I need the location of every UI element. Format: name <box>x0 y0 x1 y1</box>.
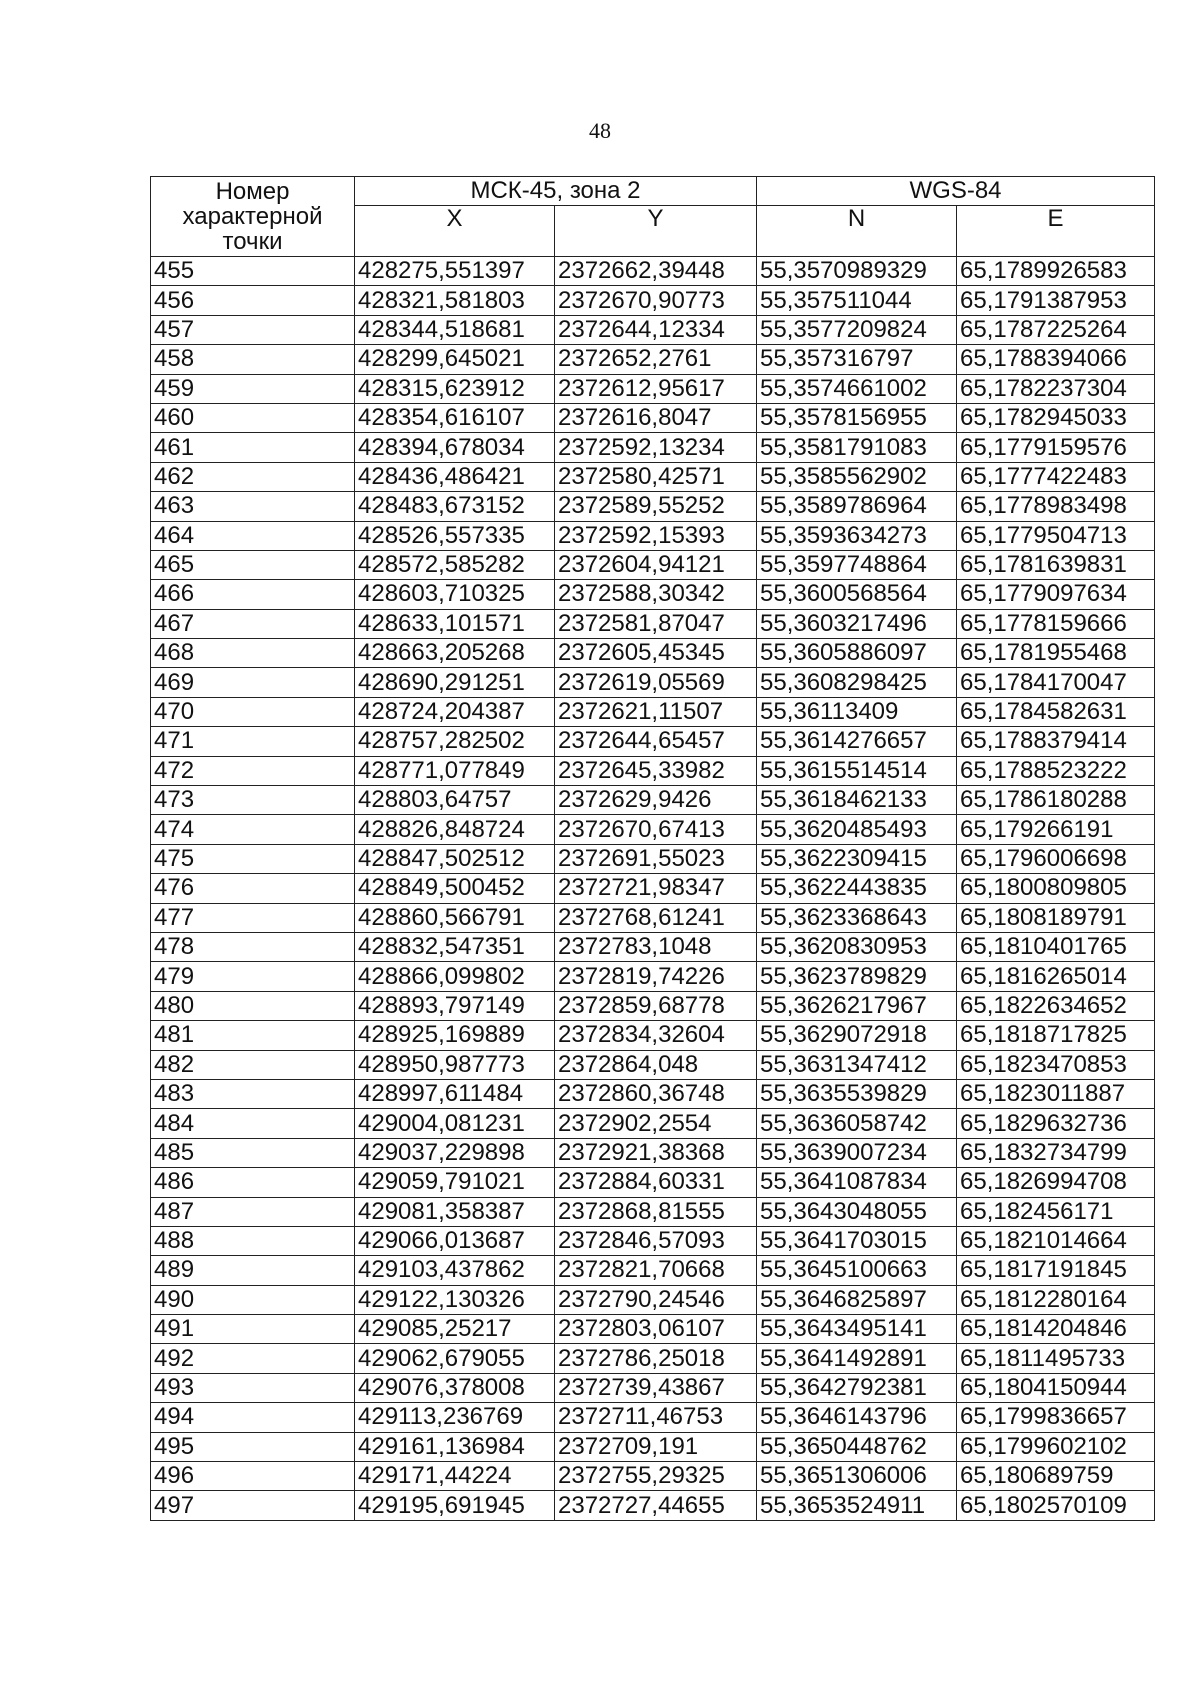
x-cell: 428663,205268 <box>355 639 555 668</box>
y-cell: 2372860,36748 <box>555 1079 757 1108</box>
n-cell: 55,3581791083 <box>757 433 957 462</box>
e-cell: 65,1821014664 <box>957 1226 1155 1255</box>
table-row <box>151 932 1155 961</box>
x-cell: 428603,710325 <box>355 580 555 609</box>
e-cell: 65,182456171 <box>957 1197 1155 1226</box>
y-cell: 2372691,55023 <box>555 844 757 873</box>
y-cell: 2372902,2554 <box>555 1109 757 1138</box>
table-row <box>151 962 1155 991</box>
table-row <box>151 874 1155 903</box>
y-cell: 2372592,15393 <box>555 521 757 550</box>
table-row <box>151 580 1155 609</box>
n-cell: 55,3641492891 <box>757 1344 957 1373</box>
table-row <box>151 1109 1155 1138</box>
x-cell: 428299,645021 <box>355 345 555 374</box>
table-header <box>151 177 1155 257</box>
n-cell: 55,3622309415 <box>757 844 957 873</box>
e-cell: 65,1779159576 <box>957 433 1155 462</box>
n-cell: 55,3623789829 <box>757 962 957 991</box>
e-cell: 65,1796006698 <box>957 844 1155 873</box>
y-cell: 2372588,30342 <box>555 580 757 609</box>
y-cell: 2372612,95617 <box>555 374 757 403</box>
x-cell: 429062,679055 <box>355 1344 555 1373</box>
x-cell: 428572,585282 <box>355 550 555 579</box>
table-row <box>151 1373 1155 1402</box>
e-cell: 65,1823011887 <box>957 1079 1155 1108</box>
x-cell: 428826,848724 <box>355 815 555 844</box>
point-number-cell: 479 <box>151 962 355 991</box>
n-cell: 55,3589786964 <box>757 492 957 521</box>
e-cell: 65,1814204846 <box>957 1315 1155 1344</box>
point-number-cell: 464 <box>151 521 355 550</box>
n-cell: 55,3620830953 <box>757 932 957 961</box>
n-cell: 55,3623368643 <box>757 903 957 932</box>
e-cell: 65,1782237304 <box>957 374 1155 403</box>
n-cell: 55,3646143796 <box>757 1403 957 1432</box>
table-row <box>151 403 1155 432</box>
y-cell: 2372619,05569 <box>555 668 757 697</box>
point-number-cell: 476 <box>151 874 355 903</box>
table-row <box>151 1226 1155 1255</box>
y-cell: 2372616,8047 <box>555 403 757 432</box>
point-number-cell: 497 <box>151 1491 355 1520</box>
point-number-cell: 465 <box>151 550 355 579</box>
e-cell: 65,180689759 <box>957 1462 1155 1491</box>
table-row <box>151 1344 1155 1373</box>
e-cell: 65,1788523222 <box>957 756 1155 785</box>
e-cell: 65,1800809805 <box>957 874 1155 903</box>
x-cell: 428526,557335 <box>355 521 555 550</box>
e-cell: 65,1789926583 <box>957 257 1155 286</box>
table-row <box>151 374 1155 403</box>
x-cell: 429171,44224 <box>355 1462 555 1491</box>
e-cell: 65,1787225264 <box>957 315 1155 344</box>
x-cell: 428321,581803 <box>355 286 555 315</box>
point-number-cell: 466 <box>151 580 355 609</box>
y-cell: 2372786,25018 <box>555 1344 757 1373</box>
x-cell: 429122,130326 <box>355 1285 555 1314</box>
e-cell: 65,1791387953 <box>957 286 1155 315</box>
n-cell: 55,3620485493 <box>757 815 957 844</box>
point-number-cell: 469 <box>151 668 355 697</box>
table-row <box>151 257 1155 286</box>
n-cell: 55,3643048055 <box>757 1197 957 1226</box>
x-cell: 428315,623912 <box>355 374 555 403</box>
y-cell: 2372711,46753 <box>555 1403 757 1432</box>
e-cell: 65,1778159666 <box>957 609 1155 638</box>
x-cell: 429085,25217 <box>355 1315 555 1344</box>
e-cell: 65,1799836657 <box>957 1403 1155 1432</box>
table-row <box>151 786 1155 815</box>
point-number-cell: 462 <box>151 462 355 491</box>
y-cell: 2372621,11507 <box>555 697 757 726</box>
e-cell: 65,1782945033 <box>957 403 1155 432</box>
n-cell: 55,3650448762 <box>757 1432 957 1461</box>
e-cell: 65,1777422483 <box>957 462 1155 491</box>
n-cell: 55,3608298425 <box>757 668 957 697</box>
point-number-cell: 486 <box>151 1168 355 1197</box>
point-number-cell: 484 <box>151 1109 355 1138</box>
table-row <box>151 1491 1155 1520</box>
point-number-cell: 495 <box>151 1432 355 1461</box>
table-row <box>151 668 1155 697</box>
point-number-cell: 455 <box>151 257 355 286</box>
n-cell: 55,3600568564 <box>757 580 957 609</box>
n-cell: 55,357316797 <box>757 345 957 374</box>
x-cell: 429103,437862 <box>355 1256 555 1285</box>
e-cell: 65,179266191 <box>957 815 1155 844</box>
table-row <box>151 1138 1155 1167</box>
point-number-cell: 470 <box>151 697 355 726</box>
table-row <box>151 1315 1155 1344</box>
point-number-cell: 492 <box>151 1344 355 1373</box>
point-number-cell: 474 <box>151 815 355 844</box>
n-cell: 55,3645100663 <box>757 1256 957 1285</box>
point-number-cell: 456 <box>151 286 355 315</box>
e-cell: 65,1802570109 <box>957 1491 1155 1520</box>
n-cell: 55,3622443835 <box>757 874 957 903</box>
n-header: N <box>757 206 957 257</box>
y-cell: 2372645,33982 <box>555 756 757 785</box>
table-row <box>151 756 1155 785</box>
n-cell: 55,3574661002 <box>757 374 957 403</box>
y-cell: 2372921,38368 <box>555 1138 757 1167</box>
x-header: X <box>355 206 555 257</box>
x-cell: 428847,502512 <box>355 844 555 873</box>
e-cell: 65,1786180288 <box>957 786 1155 815</box>
e-cell: 65,1823470853 <box>957 1050 1155 1079</box>
table-row <box>151 286 1155 315</box>
point-number-cell: 481 <box>151 1021 355 1050</box>
table-row <box>151 462 1155 491</box>
e-cell: 65,1804150944 <box>957 1373 1155 1402</box>
point-number-cell: 491 <box>151 1315 355 1344</box>
n-cell: 55,3635539829 <box>757 1079 957 1108</box>
y-cell: 2372605,45345 <box>555 639 757 668</box>
n-cell: 55,3639007234 <box>757 1138 957 1167</box>
point-number-cell: 488 <box>151 1226 355 1255</box>
e-cell: 65,1810401765 <box>957 932 1155 961</box>
x-cell: 428394,678034 <box>355 433 555 462</box>
y-cell: 2372652,2761 <box>555 345 757 374</box>
n-cell: 55,3614276657 <box>757 727 957 756</box>
table-row <box>151 521 1155 550</box>
y-cell: 2372670,67413 <box>555 815 757 844</box>
n-cell: 55,3578156955 <box>757 403 957 432</box>
x-cell: 428436,486421 <box>355 462 555 491</box>
y-cell: 2372755,29325 <box>555 1462 757 1491</box>
point-number-cell: 475 <box>151 844 355 873</box>
point-number-cell: 482 <box>151 1050 355 1079</box>
x-cell: 429037,229898 <box>355 1138 555 1167</box>
e-header: E <box>957 206 1155 257</box>
x-cell: 428997,611484 <box>355 1079 555 1108</box>
table-row <box>151 1197 1155 1226</box>
x-cell: 428771,077849 <box>355 756 555 785</box>
point-number-cell: 487 <box>151 1197 355 1226</box>
x-cell: 429113,236769 <box>355 1403 555 1432</box>
point-number-header: Номер характерной точки <box>151 177 355 257</box>
y-cell: 2372644,65457 <box>555 727 757 756</box>
x-cell: 428832,547351 <box>355 932 555 961</box>
e-cell: 65,1832734799 <box>957 1138 1155 1167</box>
n-cell: 55,3593634273 <box>757 521 957 550</box>
point-number-cell: 459 <box>151 374 355 403</box>
n-cell: 55,3643495141 <box>757 1315 957 1344</box>
y-cell: 2372721,98347 <box>555 874 757 903</box>
y-cell: 2372709,191 <box>555 1432 757 1461</box>
e-cell: 65,1784170047 <box>957 668 1155 697</box>
n-cell: 55,36113409 <box>757 697 957 726</box>
e-cell: 65,1811495733 <box>957 1344 1155 1373</box>
n-cell: 55,3597748864 <box>757 550 957 579</box>
table-row <box>151 1432 1155 1461</box>
point-number-cell: 473 <box>151 786 355 815</box>
y-cell: 2372819,74226 <box>555 962 757 991</box>
x-cell: 428757,282502 <box>355 727 555 756</box>
y-cell: 2372662,39448 <box>555 257 757 286</box>
e-cell: 65,1812280164 <box>957 1285 1155 1314</box>
point-number-cell: 494 <box>151 1403 355 1432</box>
x-cell: 429076,378008 <box>355 1373 555 1402</box>
msk-header: МСК-45, зона 2 <box>355 177 757 206</box>
point-number-cell: 460 <box>151 403 355 432</box>
table-row <box>151 550 1155 579</box>
point-number-cell: 477 <box>151 903 355 932</box>
point-number-cell: 493 <box>151 1373 355 1402</box>
x-cell: 429161,136984 <box>355 1432 555 1461</box>
y-cell: 2372644,12334 <box>555 315 757 344</box>
x-cell: 429081,358387 <box>355 1197 555 1226</box>
n-cell: 55,3636058742 <box>757 1109 957 1138</box>
n-cell: 55,3618462133 <box>757 786 957 815</box>
point-number-cell: 458 <box>151 345 355 374</box>
y-cell: 2372739,43867 <box>555 1373 757 1402</box>
x-cell: 428849,500452 <box>355 874 555 903</box>
point-number-cell: 490 <box>151 1285 355 1314</box>
point-number-cell: 457 <box>151 315 355 344</box>
table-row <box>151 433 1155 462</box>
point-number-cell: 461 <box>151 433 355 462</box>
x-cell: 428483,673152 <box>355 492 555 521</box>
table-row <box>151 1285 1155 1314</box>
table-row <box>151 1256 1155 1285</box>
y-cell: 2372727,44655 <box>555 1491 757 1520</box>
table-row <box>151 1050 1155 1079</box>
x-cell: 428866,099802 <box>355 962 555 991</box>
point-number-cell: 468 <box>151 639 355 668</box>
table-row <box>151 815 1155 844</box>
point-number-cell: 489 <box>151 1256 355 1285</box>
n-cell: 55,3651306006 <box>757 1462 957 1491</box>
y-cell: 2372581,87047 <box>555 609 757 638</box>
x-cell: 428344,518681 <box>355 315 555 344</box>
y-cell: 2372846,57093 <box>555 1226 757 1255</box>
x-cell: 429004,081231 <box>355 1109 555 1138</box>
point-number-cell: 478 <box>151 932 355 961</box>
table-row <box>151 727 1155 756</box>
n-cell: 55,3653524911 <box>757 1491 957 1520</box>
y-cell: 2372629,9426 <box>555 786 757 815</box>
y-cell: 2372884,60331 <box>555 1168 757 1197</box>
n-cell: 55,3641703015 <box>757 1226 957 1255</box>
n-cell: 55,3577209824 <box>757 315 957 344</box>
point-number-cell: 496 <box>151 1462 355 1491</box>
y-cell: 2372768,61241 <box>555 903 757 932</box>
x-cell: 428803,64757 <box>355 786 555 815</box>
x-cell: 428925,169889 <box>355 1021 555 1050</box>
table-row <box>151 991 1155 1020</box>
e-cell: 65,1829632736 <box>957 1109 1155 1138</box>
e-cell: 65,1818717825 <box>957 1021 1155 1050</box>
point-number-cell: 471 <box>151 727 355 756</box>
x-cell: 428893,797149 <box>355 991 555 1020</box>
x-cell: 429059,791021 <box>355 1168 555 1197</box>
table-row <box>151 903 1155 932</box>
e-cell: 65,1826994708 <box>957 1168 1155 1197</box>
x-cell: 428354,616107 <box>355 403 555 432</box>
e-cell: 65,1788394066 <box>957 345 1155 374</box>
n-cell: 55,3605886097 <box>757 639 957 668</box>
y-cell: 2372834,32604 <box>555 1021 757 1050</box>
y-cell: 2372670,90773 <box>555 286 757 315</box>
y-cell: 2372783,1048 <box>555 932 757 961</box>
point-number-cell: 483 <box>151 1079 355 1108</box>
table-row <box>151 844 1155 873</box>
e-cell: 65,1779097634 <box>957 580 1155 609</box>
n-cell: 55,3585562902 <box>757 462 957 491</box>
e-cell: 65,1778983498 <box>957 492 1155 521</box>
table-row <box>151 1021 1155 1050</box>
table-row <box>151 697 1155 726</box>
table-row <box>151 639 1155 668</box>
table-row <box>151 1462 1155 1491</box>
x-cell: 429195,691945 <box>355 1491 555 1520</box>
point-number-cell: 480 <box>151 991 355 1020</box>
point-number-cell: 467 <box>151 609 355 638</box>
page-number: 48 <box>589 118 611 143</box>
y-cell: 2372868,81555 <box>555 1197 757 1226</box>
e-cell: 65,1779504713 <box>957 521 1155 550</box>
table-row <box>151 345 1155 374</box>
y-cell: 2372859,68778 <box>555 991 757 1020</box>
e-cell: 65,1808189791 <box>957 903 1155 932</box>
x-cell: 428950,987773 <box>355 1050 555 1079</box>
e-cell: 65,1822634652 <box>957 991 1155 1020</box>
y-cell: 2372580,42571 <box>555 462 757 491</box>
y-cell: 2372790,24546 <box>555 1285 757 1314</box>
x-cell: 428275,551397 <box>355 257 555 286</box>
n-cell: 55,3642792381 <box>757 1373 957 1402</box>
n-cell: 55,3629072918 <box>757 1021 957 1050</box>
y-cell: 2372592,13234 <box>555 433 757 462</box>
y-cell: 2372864,048 <box>555 1050 757 1079</box>
table-row <box>151 1168 1155 1197</box>
y-header: Y <box>555 206 757 257</box>
x-cell: 429066,013687 <box>355 1226 555 1255</box>
y-cell: 2372803,06107 <box>555 1315 757 1344</box>
e-cell: 65,1781955468 <box>957 639 1155 668</box>
x-cell: 428690,291251 <box>355 668 555 697</box>
wgs-header: WGS-84 <box>757 177 1155 206</box>
table-body <box>151 257 1155 1521</box>
point-number-cell: 463 <box>151 492 355 521</box>
n-cell: 55,357511044 <box>757 286 957 315</box>
table-row <box>151 492 1155 521</box>
table-row <box>151 609 1155 638</box>
n-cell: 55,3646825897 <box>757 1285 957 1314</box>
e-cell: 65,1799602102 <box>957 1432 1155 1461</box>
table-row <box>151 315 1155 344</box>
y-cell: 2372821,70668 <box>555 1256 757 1285</box>
n-cell: 55,3641087834 <box>757 1168 957 1197</box>
e-cell: 65,1788379414 <box>957 727 1155 756</box>
n-cell: 55,3631347412 <box>757 1050 957 1079</box>
e-cell: 65,1816265014 <box>957 962 1155 991</box>
coordinates-table <box>150 176 1155 1521</box>
y-cell: 2372589,55252 <box>555 492 757 521</box>
x-cell: 428860,566791 <box>355 903 555 932</box>
e-cell: 65,1781639831 <box>957 550 1155 579</box>
e-cell: 65,1784582631 <box>957 697 1155 726</box>
table-row <box>151 1403 1155 1432</box>
n-cell: 55,3626217967 <box>757 991 957 1020</box>
e-cell: 65,1817191845 <box>957 1256 1155 1285</box>
n-cell: 55,3603217496 <box>757 609 957 638</box>
y-cell: 2372604,94121 <box>555 550 757 579</box>
point-number-cell: 472 <box>151 756 355 785</box>
n-cell: 55,3570989329 <box>757 257 957 286</box>
point-number-cell: 485 <box>151 1138 355 1167</box>
x-cell: 428633,101571 <box>355 609 555 638</box>
n-cell: 55,3615514514 <box>757 756 957 785</box>
x-cell: 428724,204387 <box>355 697 555 726</box>
table-row <box>151 1079 1155 1108</box>
